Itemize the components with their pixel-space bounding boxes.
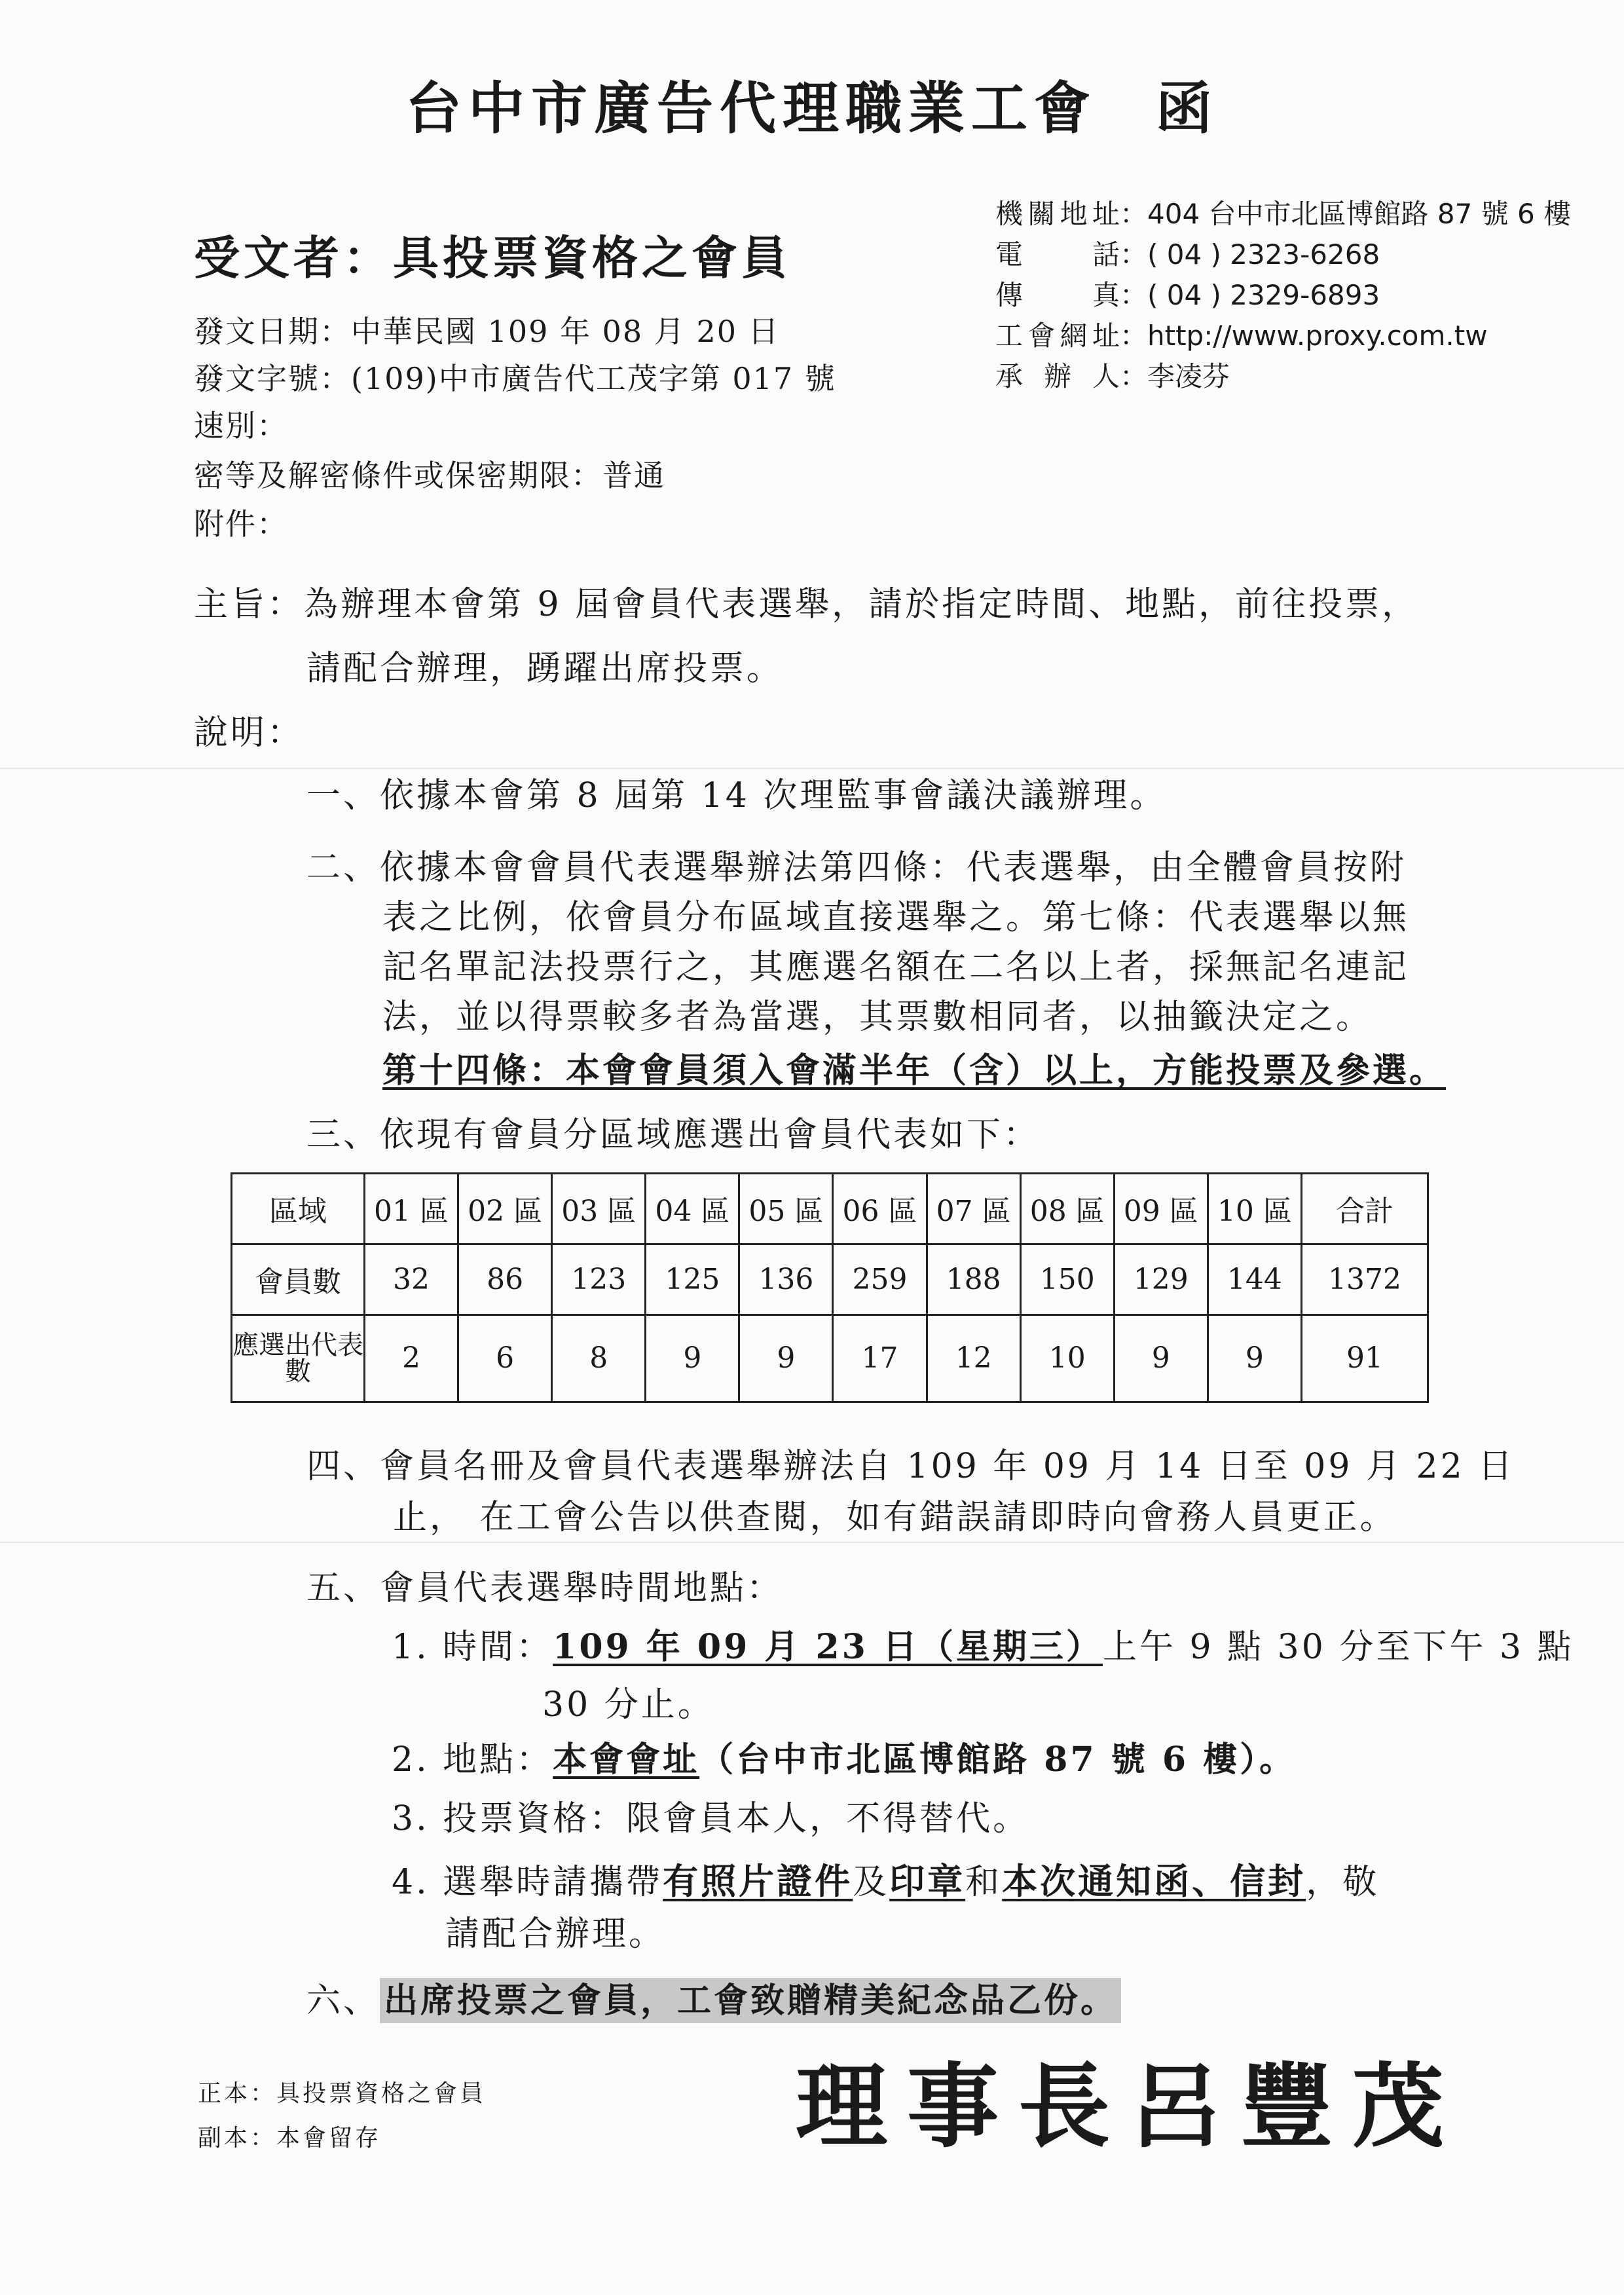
notice-envelope: 本次通知函、信封 bbox=[1002, 1861, 1306, 1902]
subject-line-1: 主旨：為辦理本會第 9 屆會員代表選舉，請於指定時間、地點，前往投票， bbox=[194, 585, 1419, 624]
row-header: 會員數 bbox=[232, 1244, 365, 1315]
explanation-label: 說明： bbox=[194, 713, 304, 753]
rep-count: 2 bbox=[365, 1315, 458, 1402]
fold-line bbox=[0, 1542, 1624, 1543]
item-5-time-line-2: 30 分止。 bbox=[542, 1685, 714, 1725]
table-row bbox=[232, 1315, 1428, 1402]
member-count: 129 bbox=[1114, 1244, 1208, 1315]
contact-address: 機關地址：404 台中市北區博館路 87 號 6 樓 bbox=[995, 198, 1572, 230]
contact-phone: 電話：( 04 ) 2323-6268 bbox=[995, 238, 1380, 271]
rep-count: 9 bbox=[646, 1315, 739, 1402]
subject-line-2: 請配合辦理，踴躍出席投票。 bbox=[306, 649, 784, 688]
photo-id: 有照片證件 bbox=[663, 1861, 853, 1902]
row-header: 應選出代表數 bbox=[232, 1315, 365, 1402]
contact-handler: 承辦人：李凌芬 bbox=[995, 360, 1230, 392]
chairman-signature: 理事長呂豐茂 bbox=[796, 2053, 1464, 2161]
member-count: 123 bbox=[552, 1244, 646, 1315]
contact-website: 工會網址：http://www.proxy.com.tw bbox=[995, 320, 1488, 352]
item-1: 一、依據本會第 8 屆第 14 次理監事會議決議辦理。 bbox=[306, 776, 1167, 815]
district-header: 09 區 bbox=[1114, 1174, 1208, 1244]
total-header: 合計 bbox=[1302, 1174, 1428, 1244]
rep-count: 17 bbox=[833, 1315, 927, 1402]
district-header: 03 區 bbox=[552, 1174, 646, 1244]
row-header: 區域 bbox=[232, 1174, 365, 1244]
item-5-eligibility: 3. 投票資格：限會員本人，不得替代。 bbox=[392, 1799, 1030, 1838]
table-row bbox=[232, 1174, 1428, 1244]
item-4-line-2: 止， 在工會公告以供查閱，如有錯誤請即時向會務人員更正。 bbox=[393, 1498, 1397, 1537]
item-2-line-2: 表之比例，依會員分布區域直接選舉之。第七條：代表選舉以無 bbox=[382, 898, 1410, 937]
item-2-line-3: 記名單記法投票行之，其應選名額在二名以上者，採無記名連記 bbox=[382, 948, 1410, 987]
contact-fax: 傳真：( 04 ) 2329-6893 bbox=[995, 279, 1380, 311]
doc-number: 發文字號：(109)中市廣告代工茂字第 017 號 bbox=[194, 361, 836, 396]
document-title bbox=[0, 63, 1624, 144]
member-count: 188 bbox=[927, 1244, 1020, 1315]
seal: 印章 bbox=[889, 1861, 966, 1902]
member-count: 144 bbox=[1208, 1244, 1301, 1315]
original-recipient: 正本：具投票資格之會員 bbox=[198, 2080, 487, 2107]
rep-count: 6 bbox=[458, 1315, 552, 1402]
district-header: 08 區 bbox=[1020, 1174, 1114, 1244]
district-header: 07 區 bbox=[927, 1174, 1020, 1244]
org-name: 台中市廣告代理職業工會 bbox=[405, 75, 1097, 141]
district-header: 10 區 bbox=[1208, 1174, 1301, 1244]
attachment: 附件： bbox=[194, 506, 288, 542]
item-5-place: 2. 地點：本會會址（台中市北區博館路 87 號 6 樓）。 bbox=[392, 1740, 1297, 1780]
district-header: 05 區 bbox=[739, 1174, 833, 1244]
item-2-line-4: 法，並以得票較多者為當選，其票數相同者，以抽籤決定之。 bbox=[382, 998, 1373, 1037]
rep-count: 9 bbox=[1114, 1315, 1208, 1402]
secrecy-level: 密等及解密條件或保密期限：普通 bbox=[194, 458, 665, 493]
item-5-bring-items: 4. 選舉時請攜帶有照片證件及印章和本次通知函、信封，敬 bbox=[392, 1861, 1380, 1902]
rep-count: 9 bbox=[739, 1315, 833, 1402]
table-row bbox=[232, 1244, 1428, 1315]
member-count: 136 bbox=[739, 1244, 833, 1315]
item-6: 六、 出席投票之會員，工會致贈精美紀念品乙份。 bbox=[306, 1973, 1121, 2022]
rep-count: 9 bbox=[1208, 1315, 1301, 1402]
district-header: 01 區 bbox=[365, 1174, 458, 1244]
doc-type: 函 bbox=[1156, 75, 1219, 141]
member-count: 86 bbox=[458, 1244, 552, 1315]
district-header: 02 區 bbox=[458, 1174, 552, 1244]
copy-recipient: 副本：本會留存 bbox=[198, 2125, 382, 2152]
gift-notice: 出席投票之會員，工會致贈精美紀念品乙份。 bbox=[380, 1978, 1121, 2023]
speed-class: 速別： bbox=[194, 408, 288, 443]
district-header: 06 區 bbox=[833, 1174, 927, 1244]
member-count: 125 bbox=[646, 1244, 739, 1315]
issue-date: 發文日期：中華民國 109 年 08 月 20 日 bbox=[194, 314, 780, 349]
district-header: 04 區 bbox=[646, 1174, 739, 1244]
venue-name: 本會會址 bbox=[553, 1740, 700, 1780]
item-5: 五、會員代表選舉時間地點： bbox=[306, 1569, 784, 1608]
rep-count: 8 bbox=[552, 1315, 646, 1402]
item-5-bring-items-line-2: 請配合辦理。 bbox=[445, 1914, 666, 1954]
election-date: 109 年 09 月 23 日（星期三） bbox=[553, 1627, 1103, 1667]
member-count: 150 bbox=[1020, 1244, 1114, 1315]
rep-total: 91 bbox=[1302, 1315, 1428, 1402]
member-count: 259 bbox=[833, 1244, 927, 1315]
member-count: 32 bbox=[365, 1244, 458, 1315]
item-2-line-1: 二、依據本會會員代表選舉辦法第四條：代表選舉，由全體會員按附 bbox=[306, 848, 1407, 887]
item-3: 三、依現有會員分區域應選出會員代表如下： bbox=[306, 1115, 1041, 1155]
rep-count: 10 bbox=[1020, 1315, 1114, 1402]
member-total: 1372 bbox=[1302, 1244, 1428, 1315]
representatives-table bbox=[231, 1172, 1429, 1403]
rep-count: 12 bbox=[927, 1315, 1020, 1402]
item-5-time: 1. 時間：109 年 09 月 23 日（星期三）上午 9 點 30 分至下午 3 點 bbox=[392, 1627, 1574, 1667]
recipient: 受文者：具投票資格之會員 bbox=[194, 231, 791, 285]
item-4-line-1: 四、會員名冊及會員代表選舉辦法自 109 年 09 月 14 日至 09 月 22 日 bbox=[306, 1447, 1515, 1486]
item-2-article-14: 第十四條：本會會員須入會滿半年（含）以上，方能投票及參選。 bbox=[382, 1051, 1447, 1091]
